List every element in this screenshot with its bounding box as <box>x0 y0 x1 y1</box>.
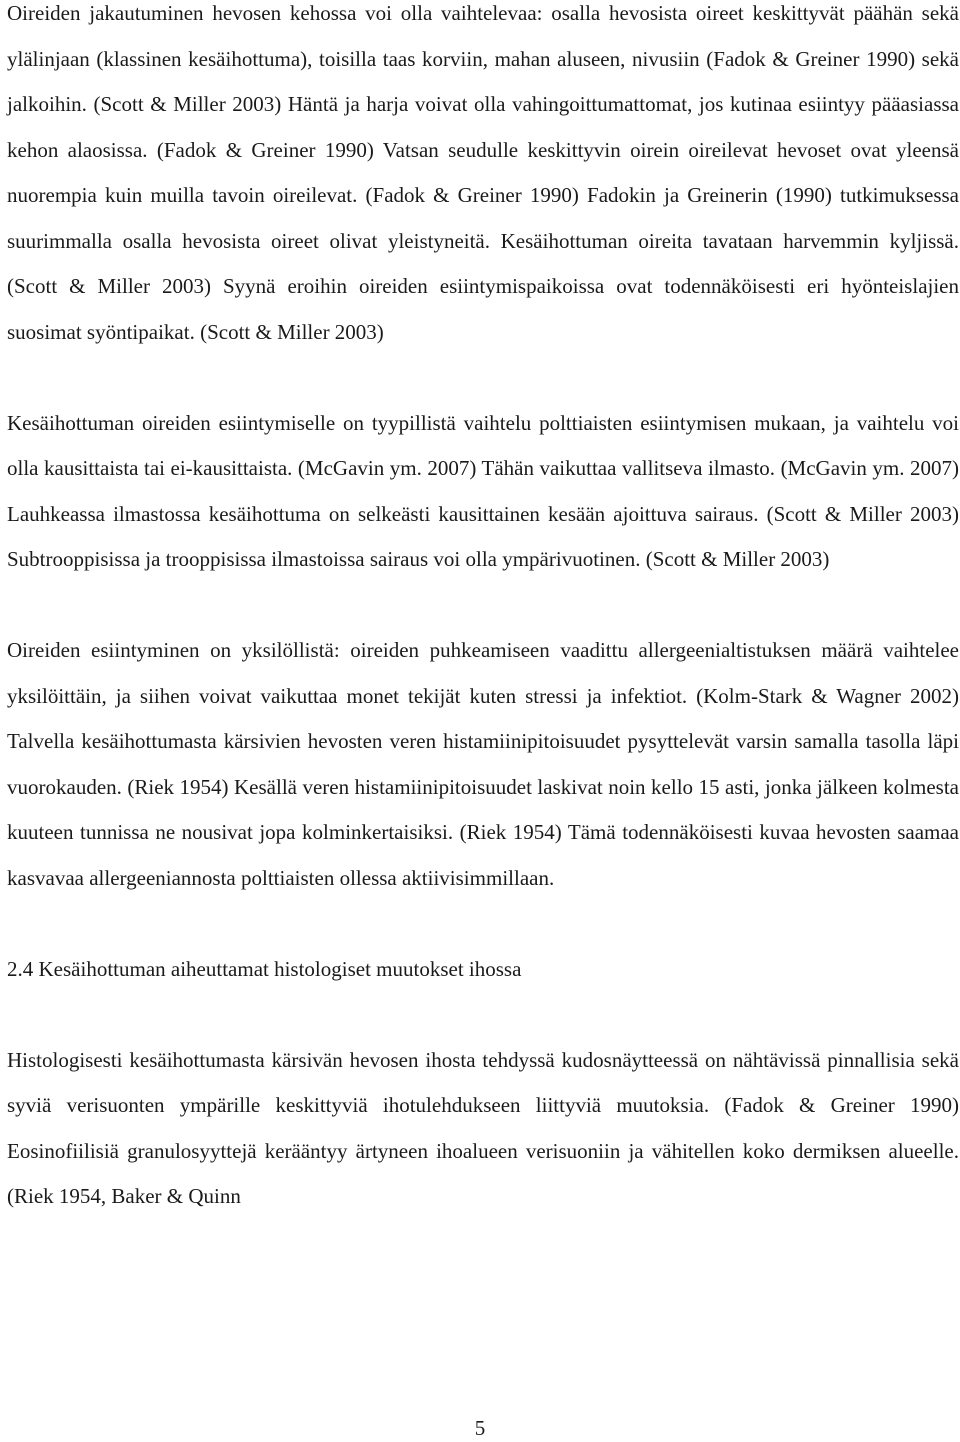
document-page <box>7 0 959 1220</box>
page-number: 5 <box>474 1416 486 1440</box>
section-heading: 2.4 Kesäihottuman aiheuttamat histologiset muutokset ihossa <box>7 956 522 981</box>
body-paragraph: Oireiden esiintyminen on yksilöllistä: oireiden puhkeamiseen vaadittu allergeenialtistuksen määrä vaihtelee yksilöittäin, ja siihen voivat vaikuttaa monet tekijät kuten stressi ja infektiot. (Kolm-Stark & Wagner 2002) Talvella kesäihottumasta kärsivien hevosten veren histamiinipitoisuudet pysyttelevät varsin samalla tasolla läpi vuorokauden. (Riek 1954) Kesällä veren histamiinipitoisuudet laskivat noin kello 15 asti, jonka jälkeen kolmesta kuuteen tunnissa ne nousivat jopa kolminkertaisiksi. (Riek 1954) Tämä todennäköisesti kuvaa hevosten saamaa kasvavaa allergeeniannosta polttiaisten ollessa aktiivisimmillaan. <box>7 638 959 890</box>
body-paragraph: Histologisesti kesäihottumasta kärsivän hevosen ihosta tehdyssä kudosnäytteessä on nähtävissä pinnallisia sekä syviä verisuonten ympärille keskittyviä ihotulehdukseen liittyviä muutoksia. (Fadok & Greiner 1990) Eosinofiilisiä granulosyyttejä kerääntyy ärtyneen ihoalueen verisuoniin ja vähitellen koko dermiksen alueelle. (Riek 1954, Baker & Quinn <box>7 1047 959 1208</box>
body-paragraph: Kesäihottuman oireiden esiintymiselle on tyypillistä vaihtelu polttiaisten esiintymisen mukaan, ja vaihtelu voi olla kausittaista tai ei-kausittaista. (McGavin ym. 2007) Tähän vaikuttaa vallitseva ilmasto. (McGavin ym. 2007) Lauhkeassa ilmastossa kesäihottuma on selkeästi kausittainen kesään ajoittuva sairaus. (Scott & Miller 2003) Subtrooppisissa ja trooppisissa ilmastoissa sairaus voi olla ympärivuotinen. (Scott & Miller 2003) <box>7 410 959 571</box>
body-paragraph: Oireiden jakautuminen hevosen kehossa voi olla vaihtelevaa: osalla hevosista oireet keskittyvät päähän sekä ylälinjaan (klassinen kesäihottuma), toisilla taas korviin, mahan aluseen, nivusiin (Fadok & Greiner 1990) sekä jalkoihin. (Scott & Miller 2003) Häntä ja harja voivat olla vahingoittumattomat, jos kutinaa esiintyy pääasiassa kehon alaosissa. (Fadok & Greiner 1990) Vatsan seudulle keskittyvin oirein oireilevat hevoset ovat yleensä nuorempia kuin muilla tavoin oireilevat. (Fadok & Greiner 1990) Fadokin ja Greinerin (1990) tutkimuksessa suurimmalla osalla hevosista oireet olivat yleistyneitä. Kesäihottuman oireita tavataan harvemmin kyljissä. (Scott & Miller 2003) Syynä eroihin oireiden esiintymispaikoissa ovat todennäköisesti eri hyönteislajien suosimat syöntipaikat. (Scott & Miller 2003) <box>7 1 959 344</box>
